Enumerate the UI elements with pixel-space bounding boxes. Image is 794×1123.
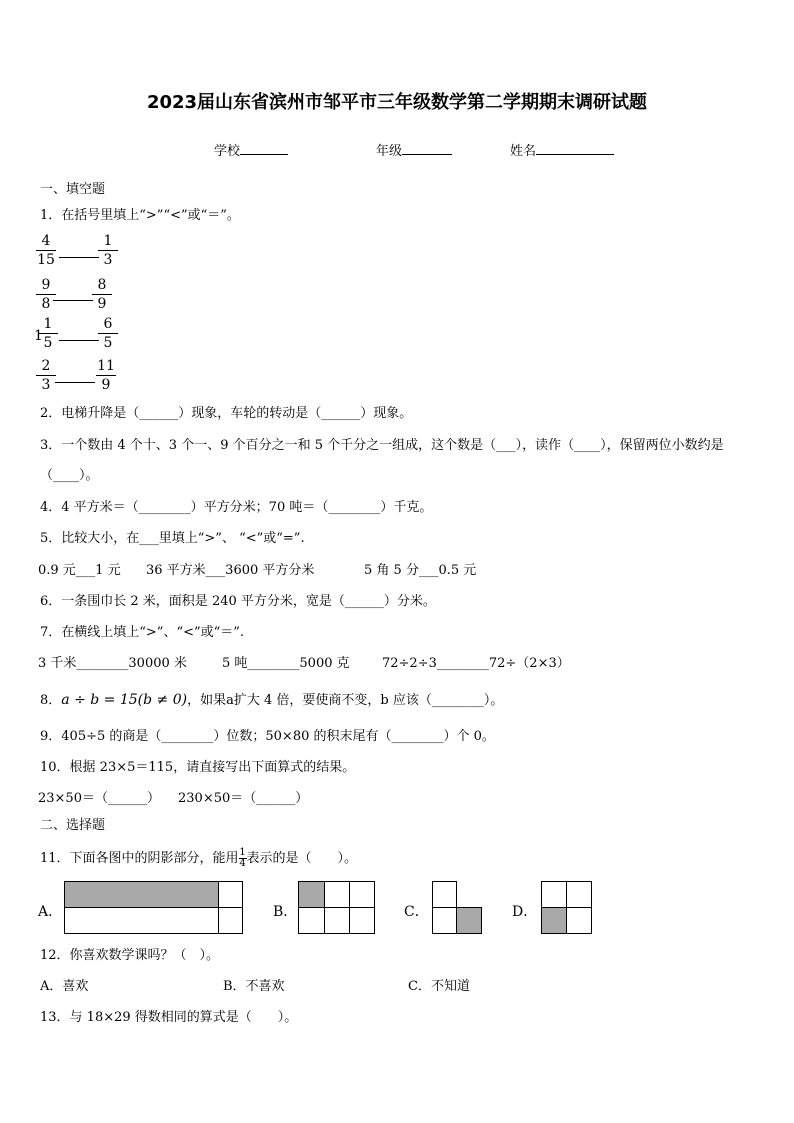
fraction: 8 9 <box>92 277 112 312</box>
question-7: 7．在横线上填上“>”、“<”或“＝”. <box>40 625 245 640</box>
q12-option-a[interactable]: A．喜欢 <box>40 979 89 994</box>
q7-item: 72÷2÷3________72÷（2×3） <box>382 656 570 671</box>
question-11 <box>40 848 357 869</box>
grade-field <box>376 142 452 160</box>
answer-line[interactable] <box>53 300 93 301</box>
option-d-figure[interactable] <box>541 881 592 934</box>
school-blank[interactable] <box>240 142 288 155</box>
shaded-cell <box>541 907 567 934</box>
q8-formula: a ÷ b = 15(b ≠ 0) <box>61 692 188 708</box>
question-3-cont: （____）。 <box>40 468 99 483</box>
fraction: 6 5 <box>98 316 118 351</box>
whole-number: 1 <box>34 328 43 344</box>
grid-cell <box>349 881 375 908</box>
q11-fraction: $\frac{1}{4}$ <box>239 847 246 869</box>
grid-cell <box>324 907 350 934</box>
q11-pre: 11．下面各图中的阴影部分，能用 <box>40 851 239 866</box>
question-2: 2．电梯升降是（______）现象，车轮的转动是（______）现象。 <box>40 406 413 421</box>
q12-option-c[interactable]: C．不知道 <box>408 979 470 994</box>
option-b-figure[interactable] <box>298 881 375 934</box>
question-12: 12．你喜欢数学课吗？（ ）。 <box>40 948 220 963</box>
grid-cell <box>218 881 243 908</box>
fraction: 9 8 <box>36 277 56 312</box>
fraction: 1 3 <box>98 233 118 268</box>
name-label: 姓名 <box>510 144 537 159</box>
option-a-figure[interactable] <box>64 881 243 934</box>
q8-number: 8． <box>40 693 62 708</box>
answer-line[interactable] <box>59 257 99 258</box>
section-fill-heading: 一、填空题 <box>40 182 106 197</box>
grid-cell <box>298 907 325 934</box>
name-field <box>510 142 614 160</box>
option-b-label[interactable]: B． <box>273 904 298 920</box>
school-label: 学校 <box>214 144 241 159</box>
grid-cell <box>64 907 219 934</box>
section-choice-heading: 二、选择题 <box>40 818 106 833</box>
q5-item: 36 平方米___3600 平方分米 <box>146 563 315 578</box>
q8-rest: ，如果a扩大 4 倍，要使商不变，b 应该（________）。 <box>187 693 504 708</box>
grid-cell <box>349 907 375 934</box>
question-5: 5．比较大小，在___里填上“>”、 “<”或“=”. <box>40 531 305 546</box>
q7-item: 5 吨________5000 克 <box>222 656 350 671</box>
question-1: 1．在括号里填上“>”“<”或“＝”。 <box>40 208 240 223</box>
grid-cell <box>218 907 243 934</box>
grid-cell <box>324 881 350 908</box>
school-field <box>214 142 288 160</box>
grid-cell <box>566 881 592 908</box>
fraction: 11 9 <box>97 358 115 393</box>
question-9: 9．405÷5 的商是（________）位数；50×80 的积末尾有（________）个 0。 <box>40 729 495 744</box>
shaded-cell <box>298 881 325 908</box>
q10-item: 23×50＝（______） <box>38 791 160 806</box>
q11-post: 表示的是（ ）。 <box>246 851 358 866</box>
fraction: 1 5 <box>38 316 58 351</box>
grid-cell <box>432 881 457 908</box>
q12-option-b[interactable]: B．不喜欢 <box>223 979 285 994</box>
question-13: 13．与 18×29 得数相同的算式是（ ）。 <box>40 1010 298 1025</box>
answer-line[interactable] <box>55 382 95 383</box>
question-8 <box>40 692 503 709</box>
shaded-cell <box>64 881 219 908</box>
option-c-figure[interactable] <box>432 881 482 934</box>
fraction: 4 15 <box>37 233 55 268</box>
q7-item: 3 千米________30000 米 <box>38 656 187 671</box>
grid-cell <box>432 907 457 934</box>
option-a-label[interactable]: A． <box>38 904 63 920</box>
option-c-label[interactable]: C． <box>404 904 429 920</box>
q5-item: 5 角 5 分___0.5 元 <box>364 563 477 578</box>
page-title: 2023届山东省滨州市邹平市三年级数学第二学期期末调研试题 <box>146 92 648 113</box>
answer-line[interactable] <box>59 340 99 341</box>
question-4: 4．4 平方米＝（________）平方分米；70 吨＝（________）千克。 <box>40 500 433 515</box>
question-10: 10．根据 23×5＝115，请直接写出下面算式的结果。 <box>40 760 356 775</box>
q5-item: 0.9 元___1 元 <box>38 563 121 578</box>
grade-blank[interactable] <box>402 142 452 155</box>
question-6: 6．一条围巾长 2 米，面积是 240 平方分米，宽是（______）分米。 <box>40 594 436 609</box>
name-blank[interactable] <box>536 142 614 155</box>
question-3: 3．一个数由 4 个十、3 个一、9 个百分之一和 5 个千分之一组成，这个数是（___），读作（____），保留两位小数约是 <box>40 438 724 453</box>
grid-cell <box>566 907 592 934</box>
fraction: 2 3 <box>36 358 56 393</box>
shaded-cell <box>456 907 482 934</box>
q10-item: 230×50＝（______） <box>178 791 309 806</box>
option-d-label[interactable]: D． <box>512 904 538 920</box>
grid-cell <box>541 881 567 908</box>
grade-label: 年级 <box>376 144 403 159</box>
